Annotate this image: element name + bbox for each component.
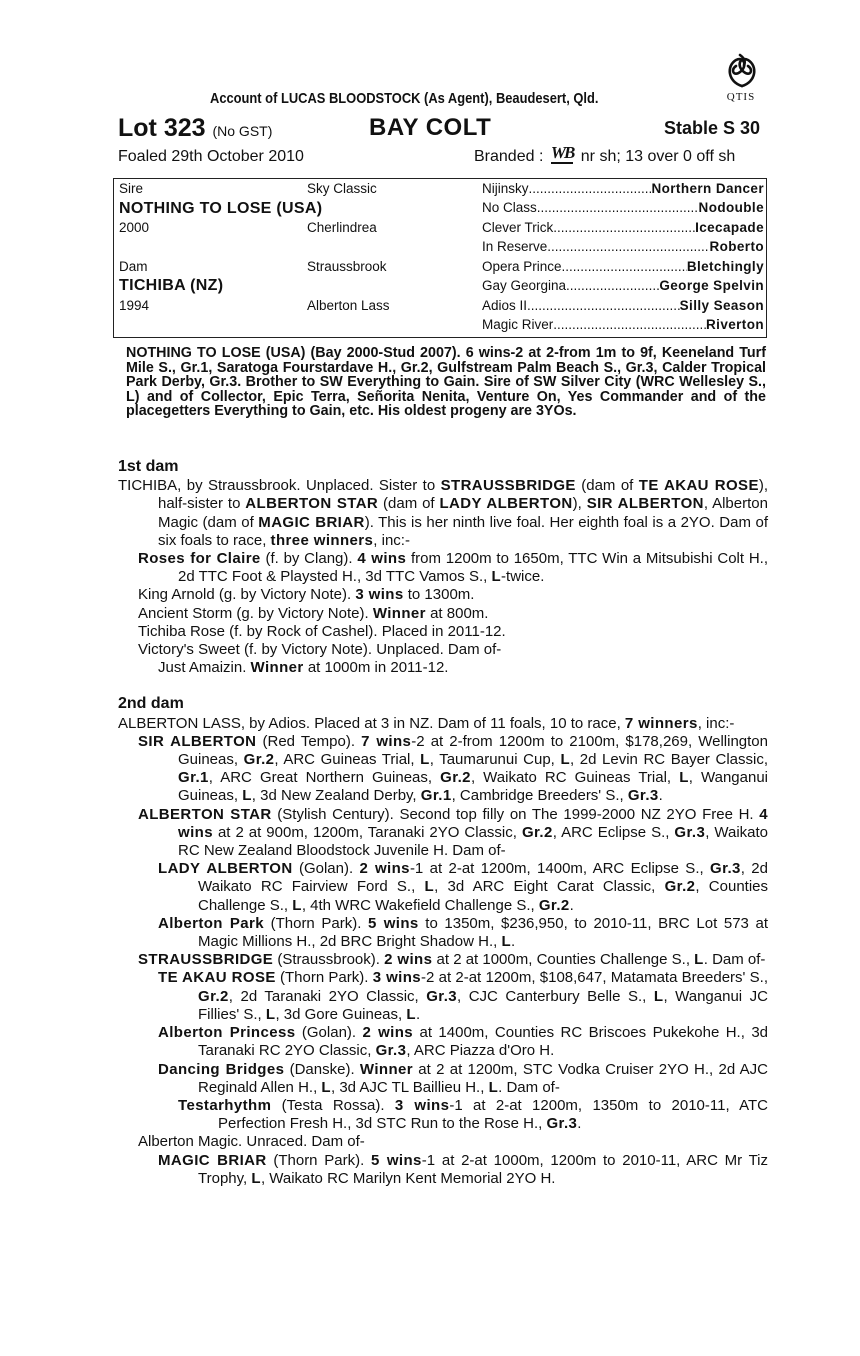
bold-highlight: 5 wins [370, 1151, 422, 1169]
text-segment: to 1350m, $236,950, to 2010-11, BRC Lot 573 at Magic Millions H., 2d BRC Bright Shadow H., [198, 914, 769, 951]
text-segment: , inc:- [697, 714, 735, 732]
sire-year: 2000 [119, 220, 150, 235]
bold-highlight: L [424, 878, 435, 896]
bold-highlight: Gr.3 [674, 823, 706, 841]
text-segment: (Thorn Park). [264, 914, 368, 932]
dam-year: 1994 [119, 298, 150, 313]
bold-highlight: L [292, 896, 302, 914]
pedigree-table [113, 178, 767, 338]
ancestor-row: Magic River ..... Riverton [482, 317, 764, 332]
bold-highlight: Gr.2 [243, 751, 275, 769]
gst-note: (No GST) [212, 123, 273, 139]
family-line [118, 586, 768, 604]
family-line [118, 1097, 768, 1133]
text-segment: ), half-sister to [158, 477, 769, 513]
bold-highlight: Gr.2 [521, 823, 553, 841]
bold-highlight: L [321, 1078, 331, 1096]
dam-name: TICHIBA (NZ) [119, 277, 224, 294]
bold-highlight: TE AKAU ROSE [158, 969, 276, 987]
ancestor-row: Gay Georgina ..... George Spelvin [482, 278, 764, 293]
first-dam-heading: 1st dam [118, 458, 179, 475]
text-segment: (Straussbrook). [273, 951, 385, 969]
text-segment: at 1400m, Counties RC Briscoes Pukekohe H., 3d Taranaki RC 2YO Classic, [198, 1024, 769, 1060]
text-segment: , Cambridge Breeders' S., [451, 787, 628, 805]
text-segment: , 3d New Zealand Derby, [251, 787, 421, 805]
text-segment: . [577, 1115, 582, 1133]
text-segment: -1 at 2-at 1000m, 1200m to 2010-11, ARC Mr Tiz Trophy, [198, 1151, 769, 1187]
dam-sire: Straussbrook [307, 259, 387, 274]
text-segment: Victory's Sweet (f. by Victory Note). Unplaced. Dam of- [138, 641, 502, 659]
bold-highlight: LADY ALBERTON [158, 860, 293, 878]
ancestor-row: No Class ..... Nodouble [482, 200, 764, 215]
bold-highlight: Winner [372, 604, 426, 622]
bold-highlight: Gr.2 [538, 896, 570, 914]
bold-highlight: 7 wins [361, 732, 412, 750]
sire-summary: NOTHING TO LOSE (USA) (Bay 2000-Stud 2007). 6 wins-2 at 2-from 1m to 9f, Keeneland Turf Mile S., Gr.1, Saratoga Fourstardave H., Gr.2, Gulfstream Palm Beach S., Gr.3, Calder Tropical Park Derby, Gr.3. Brother to SW Everything to Gain. Sire of SW Silver City (WRC Wellesley S., L) and of Collector, Epic Terra, Señorita Nenita, Venture On, Yes Commander and of the placegetters Everything to Gain, etc. His oldest progeny are 3YOs. [126, 345, 766, 419]
family-line [118, 860, 768, 915]
text-segment: , Wanganui JC Fillies' S., [198, 987, 768, 1023]
text-segment: (Thorn Park). [275, 969, 373, 987]
bold-highlight: three winners [270, 531, 374, 549]
bold-highlight: Testarhythm [178, 1096, 272, 1114]
ancestor-row: Clever Trick ..... Icecapade [482, 220, 764, 235]
text-segment: (dam of [378, 495, 440, 513]
text-segment: Tichiba Rose (f. by Rock of Cashel). Placed in 2011-12. [138, 622, 506, 640]
family-line [118, 1133, 768, 1151]
bold-highlight: TE AKAU ROSE [638, 477, 759, 495]
branded-detail: nr sh; 13 over 0 off sh [580, 148, 736, 165]
family-line [118, 715, 768, 733]
family-line [118, 605, 768, 623]
text-segment: , 4th WRC Wakefield Challenge S., [301, 896, 539, 914]
dam-details [118, 458, 768, 1188]
text-segment: King Arnold (g. by Victory Note). [138, 586, 356, 604]
family-line [118, 1061, 768, 1097]
text-segment: Alberton Magic. Unraced. Dam of- [138, 1133, 365, 1151]
lot-number [118, 114, 272, 143]
text-segment: at 800m. [425, 604, 489, 622]
foaled-date: Foaled 29th October 2010 [118, 148, 304, 165]
text-segment: at 1000m in 2011-12. [303, 659, 449, 677]
bold-highlight: L [679, 769, 689, 787]
bold-highlight: MAGIC BRIAR [158, 1151, 267, 1169]
bold-highlight: Alberton Princess [158, 1024, 296, 1042]
text-segment: , inc:- [373, 531, 410, 549]
text-segment: -1 at 2-at 1200m, 1350m to 2010-11, ATC Perfection Fresh H., 3d STC Run to the Rose H., [218, 1096, 769, 1133]
qtis-logo-text: QTIS [726, 91, 756, 103]
text-segment: , Wanganui Guineas, [178, 769, 769, 805]
text-segment: , CJC Canterbury Belle S., [457, 987, 654, 1005]
text-segment: -1 at 2-at 1200m, 1400m, ARC Eclipse S., [409, 860, 710, 878]
text-segment: , 3d ARC Eight Carat Classic, [434, 878, 665, 896]
bold-highlight: Alberton Park [158, 914, 264, 932]
family-line [118, 969, 768, 1024]
bold-highlight: L [265, 1005, 276, 1023]
bold-highlight: L [420, 751, 430, 769]
ancestor-row: In Reserve ..... Roberto [482, 239, 764, 254]
bold-highlight: L [491, 568, 502, 586]
bold-highlight: Gr.1 [420, 787, 452, 805]
bold-highlight: Gr.2 [664, 878, 696, 896]
bold-highlight: L [251, 1169, 261, 1187]
text-segment: , Alberton Magic (dam of [158, 495, 768, 531]
dam-dam: Alberton Lass [307, 298, 390, 313]
text-segment: , ARC Piazza d'Oro H. [406, 1042, 555, 1060]
text-segment: (Golan). [295, 1024, 363, 1042]
bold-highlight: Gr.3 [710, 860, 741, 878]
text-segment: ALBERTON LASS, by Adios. Placed at 3 in NZ. Dam of 11 foals, 10 to race, [118, 714, 625, 732]
brand-mark: WB [550, 143, 574, 162]
bold-highlight: Gr.3 [426, 987, 458, 1005]
bold-highlight: STRAUSSBRIDGE [440, 477, 576, 495]
family-line [118, 477, 768, 550]
bold-highlight: 4 wins [178, 805, 768, 841]
qtis-logo [718, 52, 764, 106]
dam-label: Dam [119, 259, 148, 274]
bold-highlight: STRAUSSBRIDGE [138, 951, 274, 969]
text-segment: , Waikato RC New Zealand Bloodstock Juvenile H. Dam of- [178, 823, 769, 860]
bold-highlight: 3 wins [394, 1096, 450, 1114]
bold-highlight: 5 wins [367, 914, 419, 932]
bold-highlight: Gr.1 [178, 769, 209, 787]
lot-label: Lot 323 [118, 114, 206, 142]
text-segment: (Danske). [284, 1060, 360, 1078]
text-segment: -twice. [501, 568, 545, 586]
text-segment: , 3d Gore Guineas, [275, 1005, 407, 1023]
bold-highlight: L [501, 933, 512, 951]
text-segment: , ARC Great Northern Guineas, [208, 769, 441, 787]
bold-highlight: Gr.2 [440, 769, 471, 787]
text-segment: (Red Tempo). [256, 732, 362, 750]
bold-highlight: Gr.3 [375, 1042, 407, 1060]
ancestor-row: Adios II ..... Silly Season [482, 298, 764, 313]
sire-label: Sire [119, 181, 144, 196]
family-line [118, 915, 768, 951]
text-segment: . Dam of- [498, 1078, 560, 1096]
text-segment: ). This is her ninth live foal. Her eighth foal is a 2YO. Dam of six foals to race, [158, 513, 769, 549]
text-segment: , Waikato RC Guineas Trial, [470, 769, 680, 787]
text-segment: (Stylish Century). Second top filly on The 1999-2000 NZ 2YO Free H. [271, 805, 760, 823]
text-segment: , ARC Guineas Trial, [274, 751, 421, 769]
text-segment: ), [572, 495, 587, 513]
vendor-account: Account of LUCAS BLOODSTOCK (As Agent), Beaudesert, Qld. [210, 90, 599, 107]
text-segment: . [658, 787, 663, 805]
family-line [118, 733, 768, 806]
family-line [118, 659, 768, 677]
text-segment: Just Amaizin. [158, 659, 251, 677]
bold-highlight: 2 wins [359, 860, 410, 878]
sire-sire: Sky Classic [307, 181, 377, 196]
bold-highlight: L [488, 1078, 499, 1096]
text-segment: to 1300m. [403, 586, 475, 604]
bold-highlight: Gr.3 [627, 787, 659, 805]
stable-number: Stable S 30 [663, 118, 760, 138]
text-segment: . [569, 896, 574, 914]
bold-highlight: ALBERTON STAR [138, 805, 272, 823]
bold-highlight: L [242, 787, 252, 805]
text-segment: , Taumarunui Cup, [429, 751, 561, 769]
text-segment: -2 at 2-from 1200m to 2100m, $178,269, Wellington Guineas, [178, 732, 768, 769]
text-segment: , 2d Waikato RC Fairview Ford S., [198, 860, 768, 896]
bold-highlight: Winner [359, 1060, 414, 1078]
bold-highlight: L [653, 987, 664, 1005]
family-line [118, 641, 768, 659]
text-segment: . [511, 933, 516, 951]
text-segment: at 2 at 900m, 1200m, Taranaki 2YO Classic, [212, 823, 522, 841]
text-segment: (Golan). [292, 860, 360, 878]
bold-highlight: 4 wins [357, 550, 407, 568]
text-segment: (f. by Clang). [260, 550, 358, 568]
qtis-emblem-icon [722, 52, 762, 90]
family-line [118, 806, 768, 861]
bold-highlight: Roses for Claire [138, 550, 261, 568]
bold-highlight: Winner [250, 659, 304, 677]
text-segment: -2 at 2-at 1200m, $108,647, Matamata Breeders' S., [421, 969, 768, 987]
family-line [118, 1024, 768, 1060]
text-segment: . [415, 1005, 421, 1023]
bold-highlight: 3 wins [372, 969, 422, 987]
ancestor-row: Opera Prince ..... Bletchingly [482, 259, 764, 274]
text-segment: at 2 at 1000m, Counties Challenge S., [432, 951, 695, 969]
lot-title: BAY COLT [369, 114, 492, 141]
text-segment: , 2d Levin RC Bayer Classic, [570, 751, 768, 769]
family-line [118, 1152, 768, 1188]
bold-highlight: 3 wins [355, 586, 404, 604]
bold-highlight: SIR ALBERTON [586, 495, 704, 513]
bold-highlight: L [560, 751, 571, 769]
bold-highlight: LADY ALBERTON [439, 495, 573, 513]
text-segment: TICHIBA, by Straussbrook. Unplaced. Sister to [118, 477, 441, 495]
family-line [118, 951, 768, 969]
text-segment: (Testa Rossa). [271, 1096, 395, 1114]
bold-highlight: Gr.2 [198, 987, 229, 1005]
bold-highlight: Gr.3 [546, 1115, 578, 1133]
bold-highlight: 2 wins [384, 951, 433, 969]
bold-highlight: Dancing Bridges [158, 1060, 285, 1078]
family-line [118, 550, 768, 586]
bold-highlight: L [406, 1005, 416, 1023]
text-segment: , 3d AJC TL Baillieu H., [330, 1078, 489, 1096]
branded-label: Branded : [474, 148, 544, 165]
sire-name: NOTHING TO LOSE (USA) [119, 200, 323, 217]
sire-dam: Cherlindrea [307, 220, 377, 235]
brand-info [474, 143, 735, 166]
text-segment: (dam of [575, 477, 639, 495]
bold-highlight: L [694, 951, 704, 969]
bold-highlight: SIR ALBERTON [138, 732, 257, 750]
text-segment: , 2d Taranaki 2YO Classic, [228, 987, 427, 1005]
text-segment: Ancient Storm (g. by Victory Note). [138, 604, 373, 622]
bold-highlight: 7 winners [624, 714, 698, 732]
text-segment: , Waikato RC Marilyn Kent Memorial 2YO H. [260, 1169, 556, 1187]
ancestor-row: Nijinsky ..... Northern Dancer [482, 181, 764, 196]
text-segment: (Thorn Park). [266, 1151, 371, 1169]
text-segment: at 2 at 1200m, STC Vodka Cruiser 2YO H., 2d AJC Reginald Allen H., [198, 1060, 768, 1096]
text-segment: , ARC Eclipse S., [552, 823, 675, 841]
text-segment: . Dam of- [703, 951, 766, 969]
family-line [118, 623, 768, 641]
bold-highlight: MAGIC BRIAR [258, 513, 365, 531]
second-dam-heading: 2nd dam [118, 695, 184, 713]
text-segment: , Counties Challenge S., [198, 878, 768, 914]
text-segment: from 1200m to 1650m, TTC Win a Mitsubishi Colt H., 2d TTC Foot & Playsted H., 3d TTC Vamos S., [178, 550, 769, 586]
bold-highlight: ALBERTON STAR [245, 495, 379, 513]
bold-highlight: 2 wins [362, 1024, 414, 1042]
